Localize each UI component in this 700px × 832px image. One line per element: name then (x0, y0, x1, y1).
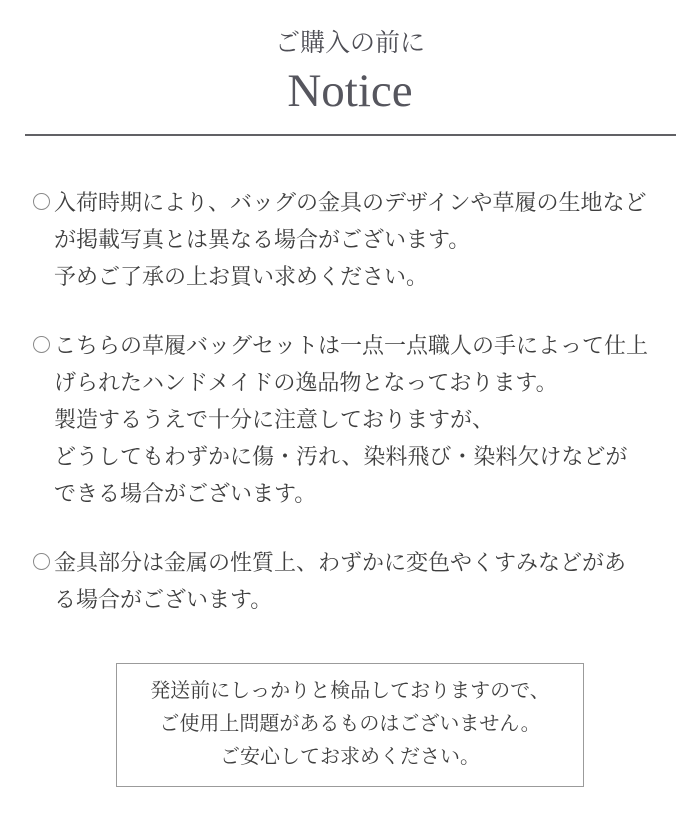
circle-bullet-icon (33, 193, 50, 210)
notice-list (0, 136, 700, 618)
notice-line: る場合がございます。 (54, 587, 273, 612)
notice-item-metal-parts (0, 544, 700, 618)
notice-item-stock-variation (0, 184, 700, 295)
circle-bullet-icon (33, 553, 50, 570)
notice-line: 製造するうえで十分に注意しておりますが、 (54, 407, 495, 432)
assurance-box (116, 663, 584, 787)
assurance-line: ご安心してお求めください。 (220, 746, 480, 768)
notice-line: 入荷時期により、バッグの金具のデザインや草履の生地など (54, 190, 647, 215)
notice-line: げられたハンドメイドの逸品物となっております。 (54, 370, 558, 395)
notice-line: 予めご了承の上お買い求めください。 (54, 264, 429, 289)
page-header (0, 0, 700, 116)
page-title: Notice (287, 65, 413, 117)
notice-line: こちらの草履バッグセットは一点一点職人の手によって仕上 (54, 333, 649, 358)
header-subtitle: ご購入の前に (274, 30, 425, 57)
notice-line: どうしてもわずかに傷・汚れ、染料飛び・染料欠けなどが (54, 444, 628, 469)
circle-bullet-icon (33, 336, 50, 353)
notice-line: 金具部分は金属の性質上、わずかに変色やくすみなどがあ (54, 550, 627, 575)
assurance-line: ご使用上問題があるものはございません。 (159, 713, 541, 735)
notice-line: できる場合がございます。 (54, 481, 317, 506)
notice-line: が掲載写真とは異なる場合がございます。 (54, 227, 471, 252)
assurance-line: 発送前にしっかりと検品しておりますので、 (150, 680, 550, 702)
notice-item-handmade (0, 327, 700, 512)
